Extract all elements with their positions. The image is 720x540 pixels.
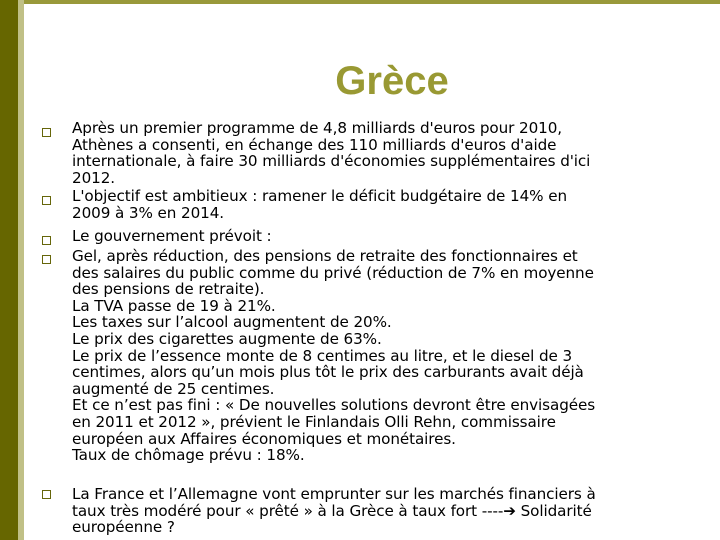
bullet-line: centimes, alors qu’un mois plus tôt le prix des carburants avait déjà (72, 363, 584, 382)
top-accent-rule (24, 0, 720, 4)
bullet-line: La TVA passe de 19 à 21%. (72, 296, 276, 315)
bullet-text-5 (72, 486, 702, 536)
bullet-line: Le gouvernement prévoit : (72, 227, 272, 245)
bullet-line: Les taxes sur l’alcool augmentent de 20%. (72, 313, 392, 332)
slide-title: Grèce (335, 59, 449, 103)
bullet-text-2 (72, 188, 702, 221)
bullet-line: Et ce n’est pas fini : « De nouvelles solutions devront être envisagées (72, 396, 596, 415)
bullet-line: augmenté de 25 centimes. (72, 379, 275, 398)
bullet-text-3 (72, 228, 702, 245)
bullet-line: européenne ? (72, 518, 175, 537)
bullet-line: Taux de chômage prévu : 18%. (72, 446, 305, 465)
bullet-line: internationale, à faire 30 milliards d'économies supplémentaires d'ici (72, 152, 591, 171)
left-accent-bar-dark (0, 0, 18, 540)
bullet-square-icon (42, 490, 51, 499)
bullet-line: 2012. (72, 168, 115, 187)
bullet-line: Le prix de l’essence monte de 8 centimes au litre, et le diesel de 3 (72, 346, 573, 365)
bullet-text-4 (72, 248, 702, 464)
bullet-square-icon (42, 128, 51, 137)
bullet-line: taux très modéré pour « prêté » à la Grèce à taux fort ----➔ Solidarité (72, 501, 592, 520)
bullet-line: La France et l’Allemagne vont emprunter sur les marchés financiers à (72, 485, 596, 503)
bullet-line: Gel, après réduction, des pensions de retraite des fonctionnaires et (72, 247, 578, 265)
bullet-line: des salaires du public comme du privé (réduction de 7% en moyenne (72, 263, 594, 282)
bullet-line: Athènes a consenti, en échange des 110 milliards d'euros d'aide (72, 135, 557, 154)
bullet-line: 2009 à 3% en 2014. (72, 203, 225, 222)
bullet-line: L'objectif est ambitieux : ramener le déficit budgétaire de 14% en (72, 187, 567, 205)
bullet-line: européen aux Affaires économiques et monétaires. (72, 429, 456, 448)
bullet-square-icon (42, 236, 51, 245)
bullet-line: Après un premier programme de 4,8 milliards d'euros pour 2010, (72, 119, 562, 137)
bullet-square-icon (42, 196, 51, 205)
bullet-line: en 2011 et 2012 », prévient le Finlandais Olli Rehn, commissaire (72, 412, 556, 431)
bullet-text-1 (72, 120, 702, 186)
bullet-line: Le prix des cigarettes augmente de 63%. (72, 329, 382, 348)
bullet-square-icon (42, 255, 51, 264)
bullet-line: des pensions de retraite). (72, 280, 265, 299)
